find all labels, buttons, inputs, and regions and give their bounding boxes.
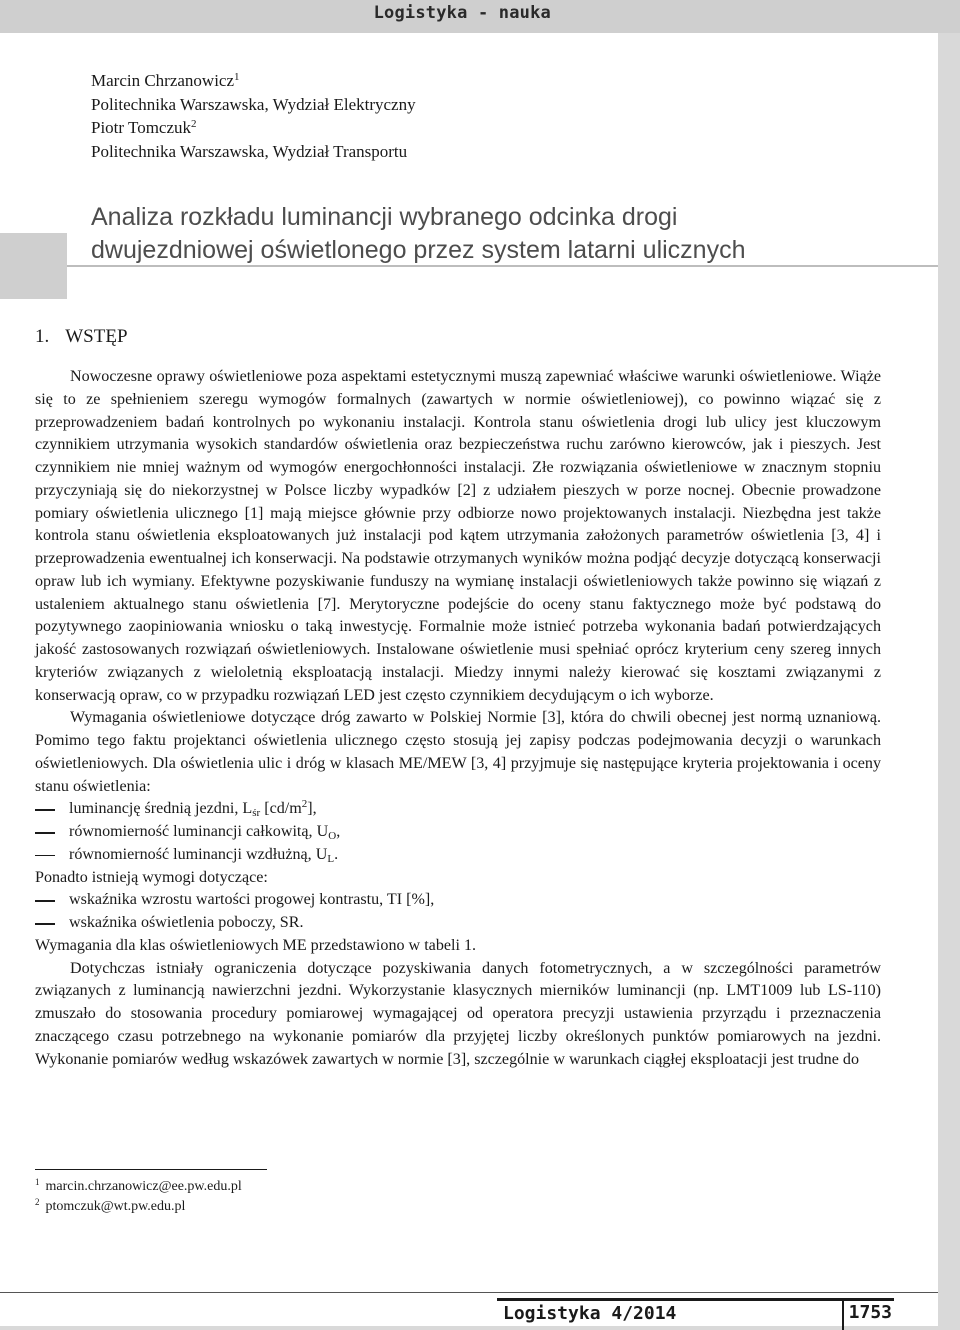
author-affiliation: Politechnika Warszawska, Wydział Elektryczny (91, 94, 416, 114)
paragraph: Dotychczas istniały ograniczenia dotyczące pozyskiwania danych fotometrycznych, a w szczególności parametrów związanych z luminancją nawierzchni jezdni. Wykorzystanie klasycznych mierników luminancji (np. LMT1009 lub LS-110) zmuszało do stosowania procedury pomiarowej wymagającej od operatora precyzji ustawienia przyrządu i przeznaczenia znaczącego czasu potrzebnego na wykonanie pomiarów dla przyjętej liczby określonych punktów pomiarowych na jezdni. Wykonanie pomiarów według wskazówek zawartych w normie [3], szczególnie w warunkach ciągłej eksploatacji jest trudne do (35, 959, 881, 1068)
author-block (91, 69, 416, 163)
journal-issue: Logistyka 4/2014 (503, 1303, 677, 1324)
author-affiliation: Politechnika Warszawska, Wydział Transportu (91, 141, 408, 161)
paragraph: Wymagania oświetleniowe dotyczące dróg zawarto w Polskiej Normie [3], która do chwili obecnej jest normą uznaniową. Pomimo tego faktu projektanci oświetlenia ulicznego często stosują jej zapisy podczas podejmowania decyzji o warunkach oświetleniowych. Dla oświetlenia ulic i dróg w klasach ME/MEW [3, 4] przyjmuje się następujące kryteria projektowania i oceny stanu oświetlenia: (35, 709, 881, 795)
paragraph: Ponadto istnieją wymogi dotyczące: (35, 868, 268, 886)
paragraph: Nowoczesne oprawy oświetleniowe poza aspektami estetycznymi muszą zapewniać właściwe warunki oświetleniowe. Wiąże się to ze spełnieniem szeregu wymogów formalnych (zawartych w normie oświetleniowej), co powinno wiązać się z przeprowadzeniem badań kontrolnych po wykonaniu instalacji. Kontrola stanu oświetlenia drogi lub ulicy jest kluczowym czynnikiem utrzymania wysokich standardów oświetlenia oraz bezpieczeństwa ruchu zarówno kierowców, jak i pieszych. Jest czynnikiem nie mniej ważnym od wymogów energochłonności instalacji. Złe rozwiązania oświetleniowe w znacznym stopniu przyczyniają się do niekorzystnej w Polsce liczby wypadków [2] z udziałem pieszych w porze nocnej. Obecnie prowadzone pomiary oświetlenia ulicznego [1] mają miejsce głównie przy odbiorze nowo projektowanych instalacji. Niezbędna jest także kontrola stanu oświetlenia eksploatowanych już instalacji pod kątem utrzymania założonych parametrów oświetlenia [3, 4] i przeprowadzenia ewentualnej ich konserwacji. Na podstawie otrzymanych wyników można podjąć decyzje dotyczącą konserwacji opraw lub ich wymiany. Efektywne pozyskiwanie funduszy na wymianę instalacji oświetleniowych także powinno się wiązań z ustaleniem aktualnego stanu oświetlenia [7]. Merytoryczne podejście do oceny stanu faktycznego może być podstawą do pozytywnego zaopiniowania wniosku o taką inwestycję. Formalnie może istnieć potrzeba wykonania badań potwierdzających jakość zastosowanych rozwiązań oświetleniowych. Instalowane oświetlenie musi spełniać oprócz kryterium ceny szereg innych kryteriów związanych z wieloletnią eksploatacją instalacji. Miedzy innymi należy kierować się kosztami związanymi z konserwacją opraw, co w przypadku rozwiązań LED jest często czynnikiem decydującym o ich wyborze. (35, 368, 881, 704)
page-footer (497, 1298, 894, 1329)
footnote: $^1$ marcin.chrzanowicz@ee.pw.edu.pl (35, 1177, 242, 1194)
title-side-strip (0, 233, 67, 299)
author-name: Piotr Tomczuk$^2$ (91, 118, 197, 137)
page-number: 1753 (842, 1298, 894, 1330)
title-box (67, 199, 938, 267)
author-name: Marcin Chrzanowicz$^1$ (91, 71, 240, 90)
footnote-mark: 2 (191, 118, 197, 130)
page-bottom-rule (0, 1292, 938, 1293)
dash-bullet (35, 900, 55, 902)
list-item: luminancję średnią jezdni, $L_{śr}$ $[cd/m^2]$, (35, 798, 881, 821)
dash-bullet (35, 855, 55, 857)
page (0, 33, 938, 1326)
footnote-mark: 1 (234, 71, 240, 83)
list-item: wskaźnika wzrostu wartości progowej kontrastu, TI [%], (35, 889, 881, 912)
paper-title: Analiza rozkładu luminancji wybranego odcinka drogi dwujezdniowej oświetlonego przez system latarni ulicznych (91, 203, 746, 264)
dash-bullet (35, 832, 55, 834)
body-text (35, 366, 881, 1071)
running-header: Logistyka - nauka (373, 3, 551, 23)
dash-bullet (35, 809, 55, 811)
footnotes (35, 1177, 242, 1217)
requirements-list (35, 889, 881, 935)
list-item: równomierność luminancji całkowitą, $U_O$, (35, 821, 881, 844)
list-item: wskaźnika oświetlenia poboczy, SR. (35, 912, 881, 935)
paragraph: Wymagania dla klas oświetleniowych ME przedstawiono w tabeli 1. (35, 936, 477, 954)
footnote-divider (35, 1169, 267, 1170)
footnote: $^2$ ptomczuk@wt.pw.edu.pl (35, 1197, 186, 1214)
dash-bullet (35, 923, 55, 925)
section-heading: 1. WSTĘP (35, 326, 128, 347)
criteria-list (35, 798, 881, 866)
list-item: równomierność luminancji wzdłużną, $U_L$. (35, 844, 881, 867)
